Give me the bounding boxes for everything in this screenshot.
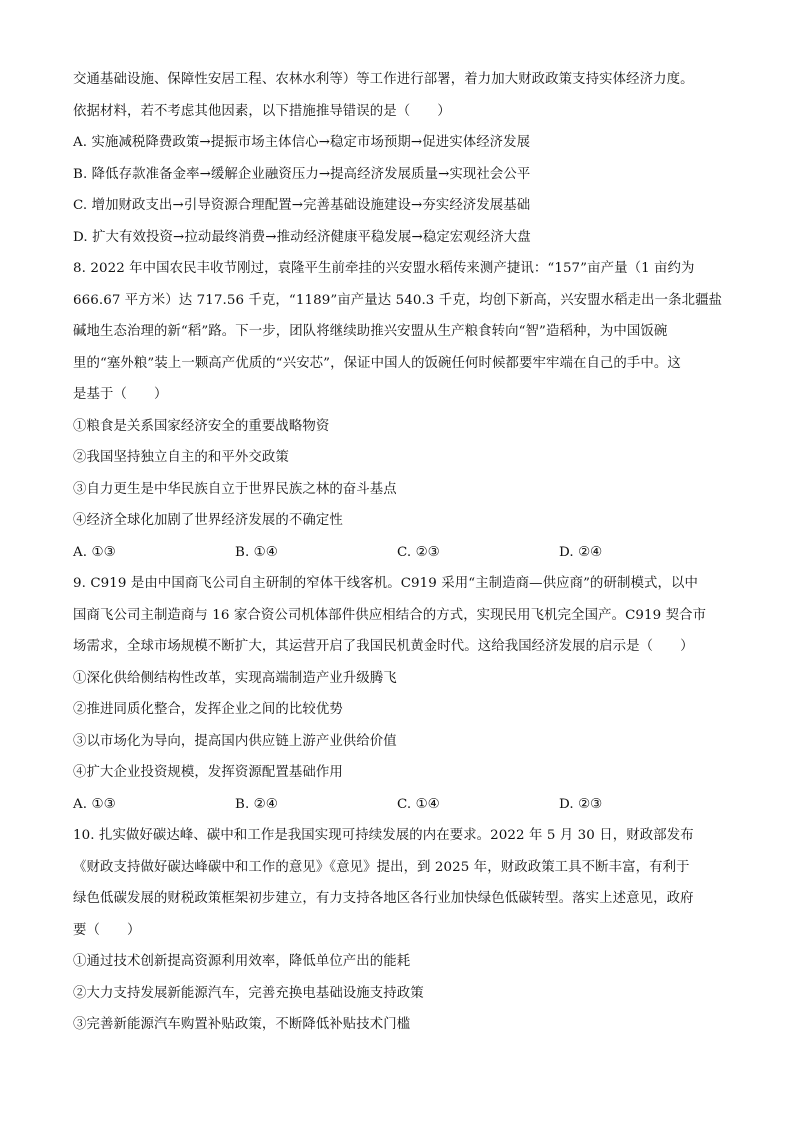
q8-statement-4: ④经济全球化加剧了世界经济发展的不确定性 bbox=[73, 513, 343, 528]
q8-line-2: 666.67 平方米）达 717.56 千克，“1189”亩产量达 540.3 千克，均创下新高，兴安盟水稻走出一条北疆盐 bbox=[73, 292, 723, 308]
q8-line-3: 碱地生态治理的新“稻”路。下一步，团队将继续助推兴安盟从生产粮食转向“智”造稻种，为中国饭碗 bbox=[73, 324, 668, 339]
q10-line-1: 10. 扎实做好碳达峰、碳中和工作是我国实现可持续发展的内在要求。2022 年 5 月 30 日，财政部发布 bbox=[73, 828, 694, 843]
q9-choices bbox=[73, 789, 723, 821]
q8-line-4: 里的“塞外粮”装上一颗高产优质的“兴安芯”，保证中国人的饭碗任何时候都要牢牢端在自己的手中。这 bbox=[73, 355, 681, 371]
q9-statement-1: ①深化供给侧结构性改革，实现高端制造产业升级腾飞 bbox=[73, 670, 397, 686]
intro-line-2: 依据材料，若不考虑其他因素，以下措施推导错误的是（ ） bbox=[73, 103, 451, 119]
q9-statement-2: ②推进同质化整合，发挥企业之间的比较优势 bbox=[73, 702, 343, 717]
q10-line-3: 绿色低碳发展的财税政策框架初步建立，有力支持各地区各行业加快绿色低碳转型。落实上述意见，政府 bbox=[73, 891, 694, 906]
q9-statement-3: ③以市场化为导向，提高国内供应链上游产业供给价值 bbox=[73, 733, 397, 749]
q9-line-3: 场需求，全球市场规模不断扩大，其运营开启了我国民机黄金时代。这给我国经济发展的启示是（ ） bbox=[73, 639, 694, 654]
q10-statement-3: ③完善新能源汽车购置补贴政策，不断降低补贴技术门槛 bbox=[73, 1017, 411, 1032]
q8-statement-3: ③自力更生是中华民族自立于世界民族之林的奋斗基点 bbox=[73, 481, 397, 497]
q8-choice-a: A. ①③ bbox=[73, 544, 116, 560]
q9-choice-c: C. ①④ bbox=[397, 796, 440, 812]
q8-choice-d: D. ②④ bbox=[559, 544, 603, 560]
q9-choice-a: A. ①③ bbox=[73, 796, 116, 812]
q8-choice-c: C. ②③ bbox=[397, 544, 440, 560]
q8-choices bbox=[73, 537, 723, 569]
q9-choice-d: D. ②③ bbox=[559, 796, 603, 812]
option-c: C. 增加财政支出→引导资源合理配置→完善基础设施建设→夯实经济发展基础 bbox=[73, 198, 531, 213]
q10-statement-1: ①通过技术创新提高资源利用效率，降低单位产出的能耗 bbox=[73, 954, 411, 969]
q9-choice-b: B. ②④ bbox=[235, 796, 278, 812]
intro-line-1: 交通基础设施、保障性安居工程、农林水利等）等工作进行部署，着力加大财政政策支持实体经济力度。 bbox=[73, 72, 694, 87]
q10-line-4: 要（ ） bbox=[73, 922, 141, 938]
q9-line-1: 9. C919 是由中国商飞公司自主研制的窄体干线客机。C919 采用“主制造商—供应商”的研制模式，以中 bbox=[73, 576, 698, 591]
q8-statement-1: ①粮食是关系国家经济安全的重要战略物资 bbox=[73, 418, 330, 434]
q8-statement-2: ②我国坚持独立自主的和平外交政策 bbox=[73, 450, 289, 465]
q10-statement-2: ②大力支持发展新能源汽车，完善充换电基础设施支持政策 bbox=[73, 985, 424, 1001]
q9-statement-4: ④扩大企业投资规模，发挥资源配置基础作用 bbox=[73, 765, 343, 780]
q8-line-5: 是基于（ ） bbox=[73, 387, 168, 402]
option-a: A. 实施减税降费政策→提振市场主体信心→稳定市场预期→促进实体经济发展 bbox=[73, 135, 531, 150]
q8-line-1: 8. 2022 年中国农民丰收节刚过，袁隆平生前牵挂的兴安盟水稻传来测产捷讯：“157”亩产量（1 亩约为 bbox=[73, 261, 695, 276]
document-page bbox=[73, 64, 723, 1041]
q8-choice-b: B. ①④ bbox=[235, 544, 278, 560]
option-d: D. 扩大有效投资→拉动最终消费→推动经济健康平稳发展→稳定宏观经济大盘 bbox=[73, 229, 531, 245]
option-b: B. 降低存款准备金率→缓解企业融资压力→提高经济发展质量→实现社会公平 bbox=[73, 166, 531, 182]
q10-line-2: 《财政支持做好碳达峰碳中和工作的意见》《意见》提出，到 2025 年，财政政策工具不断丰富，有利于 bbox=[73, 859, 690, 875]
q9-line-2: 国商飞公司主制造商与 16 家合资公司机体部件供应相结合的方式，实现民用飞机完全国产。C919 契合市 bbox=[73, 607, 707, 623]
